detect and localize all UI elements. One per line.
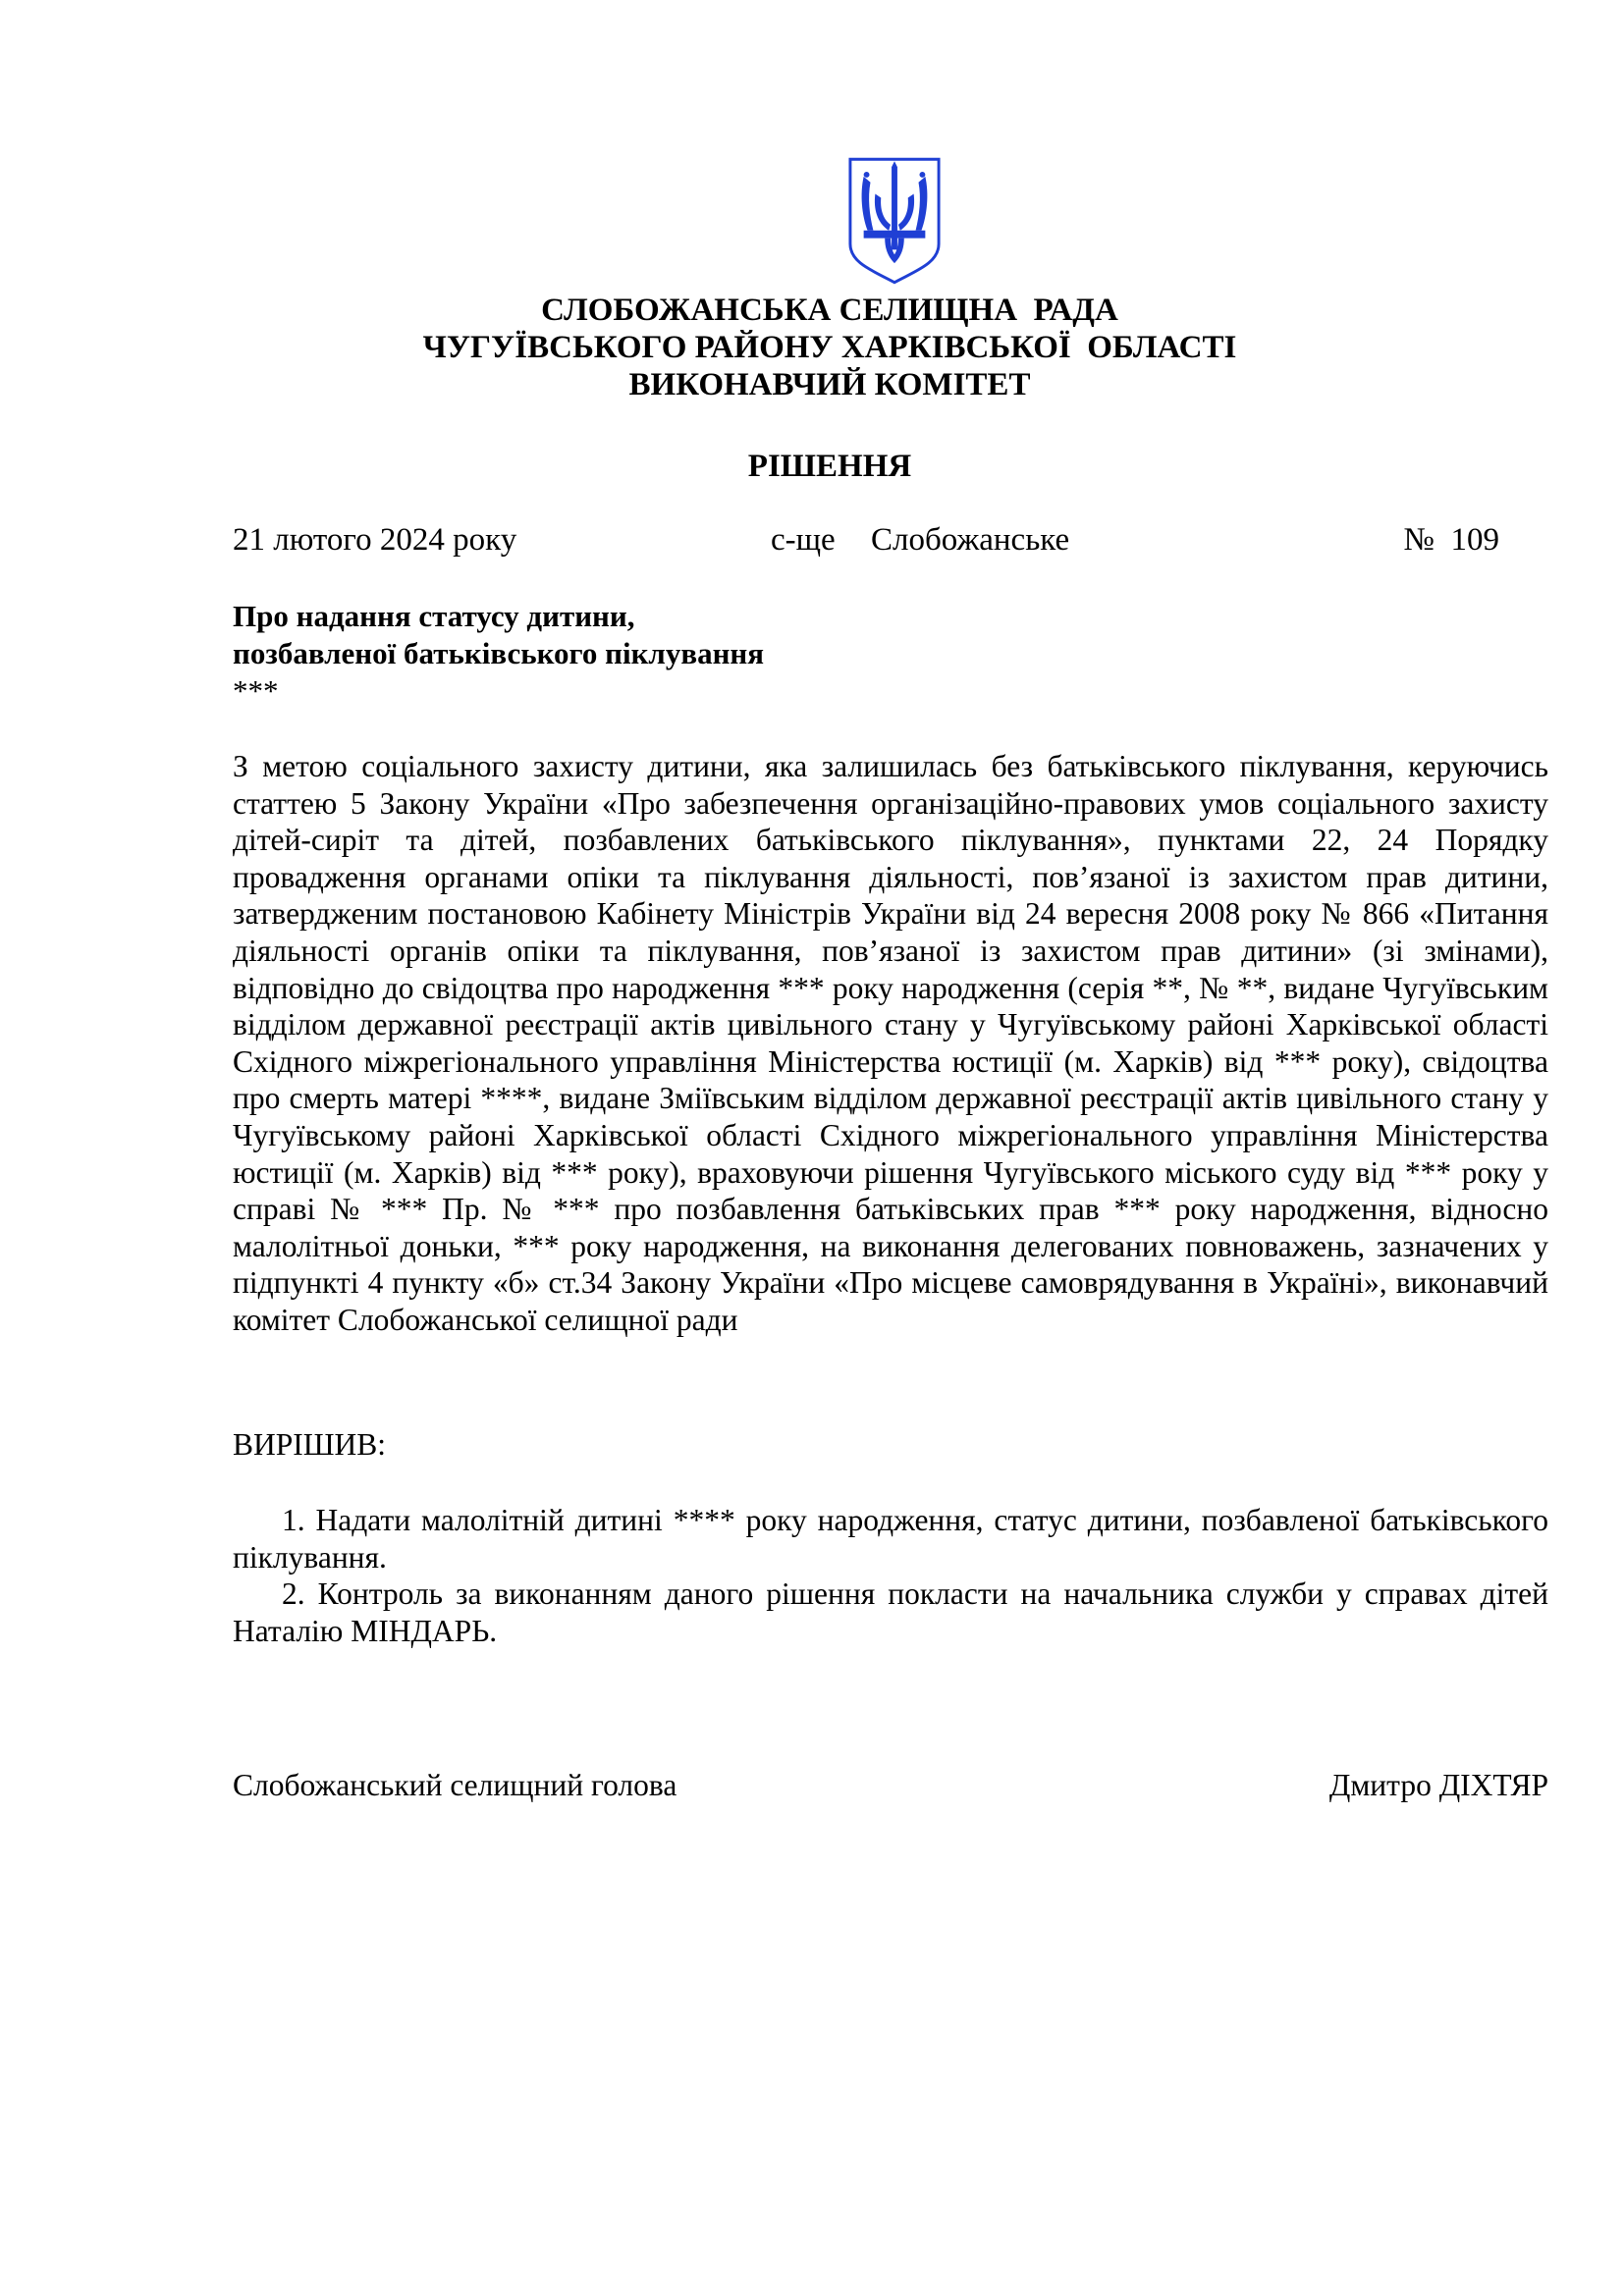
decision-items (233, 1502, 1548, 1649)
signatory-role: Слобожанський селищний голова (233, 1768, 677, 1802)
document-subject (233, 598, 1116, 710)
resolved-label: ВИРІШИВ: (233, 1427, 387, 1462)
decision-item-1: 1. Надати малолітній дитині **** року народження, статус дитини, позбавленої батьківського піклування. (233, 1503, 1548, 1575)
subject-line-3: *** (233, 673, 279, 708)
document-date: 21 лютого 2024 року (233, 522, 517, 558)
document-number: № 109 (1403, 522, 1499, 558)
preamble-paragraph: З метою соціального захисту дитини, яка залишилась без батьківського піклування, керуючись статтею 5 Закону України «Про забезпечення організаційно-правових умов соціального захисту дітей-сиріт та дітей, позбавлених батьківського піклування», пунктами 22, 24 Порядку провадження органами опіки та піклування діяльності, пов’язаної із захистом прав дитини, затвердженим постановою Кабінету Міністрів України від 24 вересня 2008 року № 866 «Питання діяльності органів опіки та піклування, пов’язаної із захистом прав дитини» (зі змінами), відповідно до свідоцтва про народження *** року народження (серія **, № **, видане Чугуївським відділом державної реєстрації актів цивільного стану у Чугуївському районі Харківської області Східного міжрегіонального управління Міністерства юстиції (м. Харків) від *** року), свідоцтва про смерть матері ****, видане Зміївським відділом державної реєстрації актів цивільного стану у Чугуївському районі Харківської області Східного міжрегіонального управління Міністерства юстиції (м. Харків) від *** року), враховуючи рішення Чугуївського міського суду від *** року у справі № *** Пр. № *** про позбавлення батьківських прав *** року народження, відносно малолітньої доньки, *** року народження, на виконання делегованих повноважень, зазначених у підпункті 4 пункту «б» ст.34 Закону України «Про місцеве самоврядування в Україні», виконавчий комітет Слобожанської селищної ради (233, 749, 1548, 1337)
subject-line-2: позбавленої батьківського піклування (233, 636, 765, 670)
header-executive-committee: ВИКОНАВЧИЙ КОМІТЕТ (628, 367, 1031, 402)
document-meta-row (233, 519, 1548, 561)
header-district-name: ЧУГУЇВСЬКОГО РАЙОНУ ХАРКІВСЬКОЇ ОБЛАСТІ (422, 330, 1237, 365)
document-place-prefix: с-ще (771, 522, 836, 558)
decision-item-2: 2. Контроль за виконанням даного рішення покласти на начальника служби у справах дітей Наталію МІНДАРЬ. (233, 1576, 1548, 1648)
subject-line-1: Про надання статусу дитини, (233, 599, 635, 633)
signatory-name: Дмитро ДІХТЯР (1328, 1768, 1548, 1802)
header-council-name: СЛОБОЖАНСЬКА СЕЛИЩНА РАДА (541, 293, 1118, 328)
signature-block (233, 1765, 1548, 1806)
document-place-name: Слобожанське (871, 522, 1070, 558)
organization-header (0, 292, 1624, 403)
document-title: РІШЕННЯ (747, 449, 912, 484)
tryzub-coat-of-arms-icon (846, 155, 943, 287)
